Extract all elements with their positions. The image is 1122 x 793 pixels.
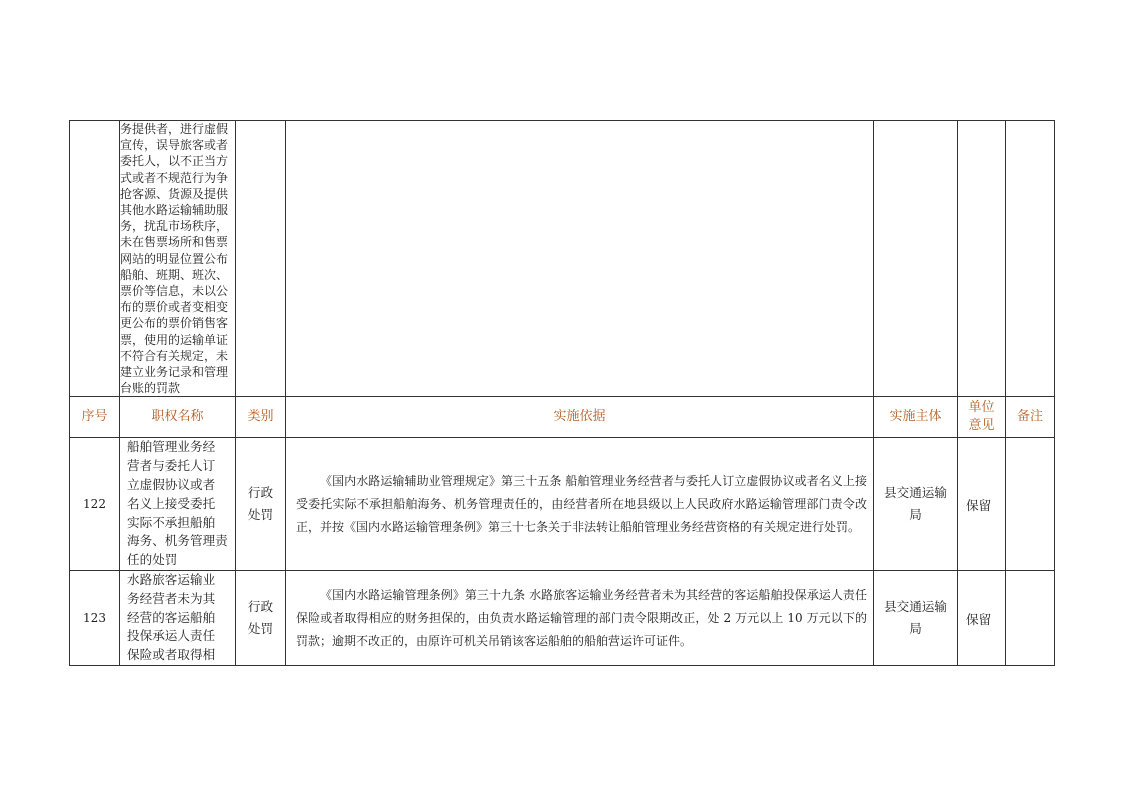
row-seq: 123 bbox=[70, 571, 120, 666]
row-category: 行政 处罚 bbox=[236, 438, 286, 571]
row-name: 船舶管理业务经 营者与委托人订 立虚假协议或者 名义上接受委托 实际不承担船舶 海务、机务管理责 任的处罚 bbox=[120, 438, 236, 571]
header-seq: 序号 bbox=[70, 397, 120, 438]
row-basis: 《国内水路运输管理条例》第三十九条 水路旅客运输业务经营者未为其经营的客运船舶投保承运人责任保险或者取得相应的财务担保的，由负责水路运输管理的部门责令限期改正，处 2 万元以上 10 万元以下的罚款；逾期不改正的，由原许可机关吊销该客运船舶的船舶营运许可证件。 bbox=[286, 571, 874, 666]
row-remark bbox=[1006, 571, 1055, 666]
header-remark: 备注 bbox=[1006, 397, 1055, 438]
row-entity: 县交通运输 局 bbox=[874, 571, 958, 666]
row-opinion: 保留 bbox=[958, 438, 1006, 571]
table-row bbox=[70, 571, 1055, 666]
row-category: 行政 处罚 bbox=[236, 571, 286, 666]
row-seq: 122 bbox=[70, 438, 120, 571]
continued-remark-cell bbox=[1006, 121, 1055, 397]
header-entity: 实施主体 bbox=[874, 397, 958, 438]
row-name: 水路旅客运输业 务经营者未为其 经营的客运船舶 投保承运人责任 保险或者取得相 bbox=[120, 571, 236, 666]
continued-seq-cell bbox=[70, 121, 120, 397]
header-row bbox=[70, 397, 1055, 438]
continued-opinion-cell bbox=[958, 121, 1006, 397]
table-row bbox=[70, 438, 1055, 571]
continued-basis-cell bbox=[286, 121, 874, 397]
continued-name-cell: 务提供者，进行虚假 宣传，误导旅客或者 委托人，以不正当方 式或者不规范行为争 抢客源、货源及提供 其他水路运输辅助服 务，扰乱市场秩序， 未在售票场所和售票 网站的明显位置公布 船舶、班期、班次、 票价等信息，未以公 布的票价或者变相变 更公布的票价销售客 票，使用的运输单证 不符合有关规定，未 建立业务记录和管理 台账的罚款 bbox=[120, 121, 236, 397]
header-category: 类别 bbox=[236, 397, 286, 438]
authority-table bbox=[69, 120, 1055, 666]
continued-category-cell bbox=[236, 121, 286, 397]
row-basis: 《国内水路运输辅助业管理规定》第三十五条 船舶管理业务经营者与委托人订立虚假协议或者名义上接受委托实际不承担船舶海务、机务管理责任的，由经营者所在地县级以上人民政府水路运输管理部门责令改正，并按《国内水路运输管理条例》第三十七条关于非法转让船舶管理业务经营资格的有关规定进行处罚。 bbox=[286, 438, 874, 571]
continued-row bbox=[70, 121, 1055, 397]
row-remark bbox=[1006, 438, 1055, 571]
continued-entity-cell bbox=[874, 121, 958, 397]
header-opinion: 单位 意见 bbox=[958, 397, 1006, 438]
header-name: 职权名称 bbox=[120, 397, 236, 438]
row-entity: 县交通运输 局 bbox=[874, 438, 958, 571]
row-opinion: 保留 bbox=[958, 571, 1006, 666]
header-basis: 实施依据 bbox=[286, 397, 874, 438]
